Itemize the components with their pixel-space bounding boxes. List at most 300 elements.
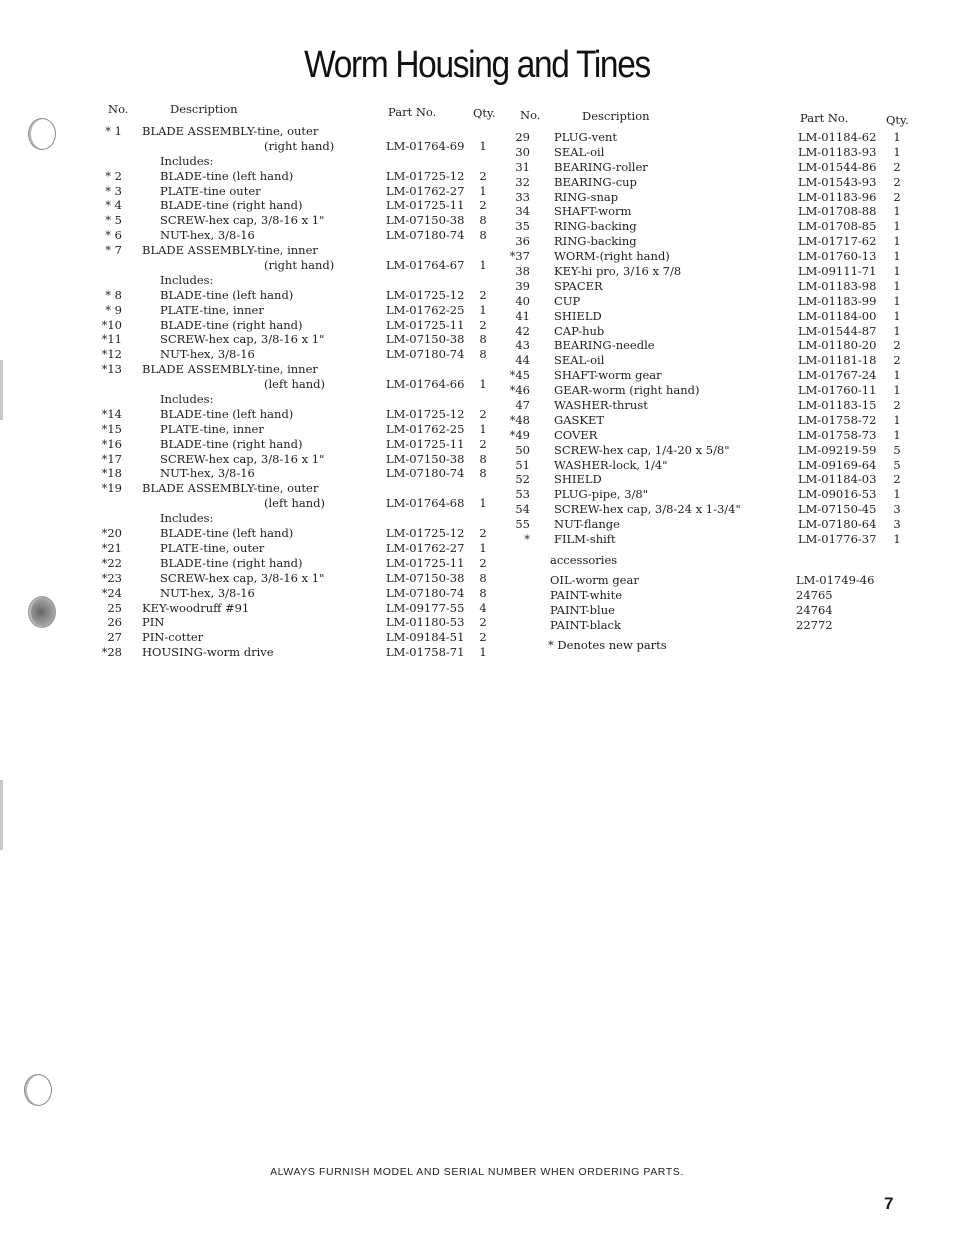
item-description: SPACER <box>554 278 603 293</box>
quantity: 2 <box>893 353 901 368</box>
parts-row <box>90 347 510 362</box>
quantity: 2 <box>479 198 487 213</box>
part-number: LM-01776-37 <box>798 532 877 547</box>
part-number: LM-09111-71 <box>798 264 877 279</box>
item-number: *11 <box>101 332 122 347</box>
item-description: BEARING-needle <box>554 338 655 353</box>
item-description: BLADE ASSEMBLY-tine, outer <box>142 481 319 496</box>
part-number: LM-01544-87 <box>798 323 877 338</box>
quantity: 8 <box>479 466 487 481</box>
part-number: LM-01764-69 <box>386 138 465 153</box>
quantity: 1 <box>893 278 901 293</box>
item-number: 29 <box>515 130 530 144</box>
item-number: 47 <box>515 398 530 413</box>
item-number: * 1 <box>105 124 122 138</box>
part-number: LM-01758-73 <box>798 427 877 442</box>
quantity: 8 <box>479 213 487 228</box>
header-part-no-left: Part No. <box>388 105 437 119</box>
accessory-row <box>500 573 920 588</box>
parts-row <box>500 249 920 264</box>
item-description: WASHER-thrust <box>554 398 648 413</box>
item-description: BLADE ASSEMBLY-tine, inner <box>142 362 318 377</box>
accessory-description: OIL-worm gear <box>550 573 639 587</box>
parts-row <box>90 556 510 571</box>
quantity: 4 <box>479 600 487 615</box>
quantity: 1 <box>893 383 901 398</box>
quantity: 8 <box>479 347 487 362</box>
item-description: PLUG-pipe, 3/8" <box>554 487 649 502</box>
quantity: 1 <box>479 377 487 392</box>
quantity: 8 <box>479 228 487 243</box>
part-number: LM-01764-68 <box>386 496 465 511</box>
item-number: 25 <box>107 600 122 615</box>
quantity: 2 <box>893 174 901 189</box>
item-description: HOUSING-worm drive <box>142 645 274 660</box>
item-description: (right hand) <box>264 138 335 153</box>
parts-row <box>500 190 920 205</box>
parts-row <box>500 368 920 383</box>
parts-row <box>90 258 510 273</box>
parts-row <box>500 398 920 413</box>
parts-row <box>90 318 510 333</box>
quantity: 1 <box>479 645 487 660</box>
parts-row <box>90 571 510 586</box>
item-description: CUP <box>554 293 581 308</box>
binder-hole-top <box>28 118 56 150</box>
part-number: LM-01760-13 <box>798 249 877 264</box>
item-number: *10 <box>101 317 122 332</box>
item-number: 44 <box>515 353 530 368</box>
item-number: *15 <box>101 421 122 436</box>
quantity: 1 <box>479 496 487 511</box>
parts-list-left <box>90 124 510 660</box>
quantity: 2 <box>479 630 487 645</box>
quantity: 1 <box>893 293 901 308</box>
parts-row <box>500 130 920 145</box>
parts-row <box>500 487 920 502</box>
part-number: LM-01764-67 <box>386 258 465 273</box>
part-number: LM-01758-71 <box>386 645 465 660</box>
quantity: 5 <box>893 457 901 472</box>
item-number: *16 <box>101 436 122 451</box>
item-number: 34 <box>515 204 530 219</box>
scan-edge-mark <box>0 780 3 850</box>
parts-row <box>90 466 510 481</box>
quantity: 1 <box>479 540 487 555</box>
part-number: LM-01180-53 <box>386 615 465 630</box>
binder-hole-bottom <box>24 1074 52 1106</box>
item-number: * <box>524 532 530 547</box>
item-number: *18 <box>101 466 122 481</box>
parts-row <box>90 332 510 347</box>
item-number: 42 <box>515 323 530 338</box>
header-part-no-right: Part No. <box>800 111 849 125</box>
parts-row <box>90 124 510 139</box>
quantity: 1 <box>893 249 901 264</box>
part-number: LM-01183-93 <box>798 144 877 159</box>
item-description: SCREW-hex cap, 3/8-16 x 1" <box>160 213 325 228</box>
item-description: BLADE-tine (right hand) <box>160 436 303 451</box>
item-number: 55 <box>515 517 530 532</box>
item-number: * 4 <box>105 198 122 213</box>
part-number: LM-07180-74 <box>386 585 465 600</box>
parts-row <box>500 458 920 473</box>
ordering-notice: ALWAYS FURNISH MODEL AND SERIAL NUMBER WHEN ORDERING PARTS. <box>270 1166 684 1178</box>
item-description: RING-backing <box>554 219 637 234</box>
item-number: * 6 <box>105 228 122 243</box>
part-number: LM-07180-74 <box>386 347 465 362</box>
parts-row <box>90 437 510 452</box>
parts-row <box>500 338 920 353</box>
quantity: 1 <box>893 219 901 234</box>
part-number: LM-01180-20 <box>798 338 877 353</box>
part-number: LM-01183-15 <box>798 398 877 413</box>
part-number: LM-01183-96 <box>798 189 877 204</box>
parts-row <box>90 273 510 288</box>
parts-row <box>90 541 510 556</box>
item-description: PIN <box>142 615 165 630</box>
quantity: 1 <box>893 144 901 159</box>
quantity: 8 <box>479 570 487 585</box>
header-description-right: Description <box>582 109 650 123</box>
item-number: 43 <box>515 338 530 353</box>
item-number: 40 <box>515 293 530 308</box>
item-number: 31 <box>515 159 530 174</box>
item-description: SHIELD <box>554 472 602 487</box>
item-description: NUT-hex, 3/8-16 <box>160 228 255 243</box>
parts-row <box>500 413 920 428</box>
item-description: SCREW-hex cap, 3/8-16 x 1" <box>160 332 325 347</box>
item-description: COVER <box>554 427 598 442</box>
parts-row <box>90 630 510 645</box>
part-number: LM-01762-27 <box>386 183 465 198</box>
item-number: * 7 <box>105 243 122 258</box>
parts-row <box>500 428 920 443</box>
parts-row <box>90 377 510 392</box>
accessory-row <box>500 588 920 603</box>
item-number: 51 <box>515 457 530 472</box>
parts-row <box>90 198 510 213</box>
parts-row <box>500 264 920 279</box>
parts-row <box>90 303 510 318</box>
parts-row <box>500 502 920 517</box>
item-number: *13 <box>101 362 122 377</box>
item-description: BEARING-cup <box>554 174 637 189</box>
item-description: NUT-flange <box>554 517 620 532</box>
part-number: LM-01544-86 <box>798 159 877 174</box>
quantity: 2 <box>479 406 487 421</box>
quantity: 5 <box>893 442 901 457</box>
part-number: LM-07150-38 <box>386 332 465 347</box>
quantity: 3 <box>893 517 901 532</box>
item-description: BLADE-tine (left hand) <box>160 526 294 541</box>
quantity: 1 <box>893 427 901 442</box>
item-description: SCREW-hex cap, 3/8-16 x 1" <box>160 451 325 466</box>
item-description: SHIELD <box>554 308 602 323</box>
item-description: NUT-hex, 3/8-16 <box>160 347 255 362</box>
item-number: 54 <box>515 502 530 517</box>
quantity: 1 <box>893 204 901 219</box>
quantity: 1 <box>893 412 901 427</box>
item-description: BLADE ASSEMBLY-tine, inner <box>142 243 318 258</box>
item-description: PLATE-tine, inner <box>160 302 264 317</box>
part-number: LM-01725-12 <box>386 526 465 541</box>
part-number: LM-01184-03 <box>798 472 877 487</box>
item-description: GEAR-worm (right hand) <box>554 383 700 398</box>
part-number: LM-07180-74 <box>386 228 465 243</box>
parts-row <box>90 526 510 541</box>
item-description: BLADE-tine (left hand) <box>160 406 294 421</box>
header-description-left: Description <box>170 102 238 116</box>
item-description: (left hand) <box>264 377 326 392</box>
item-description: BLADE-tine (left hand) <box>160 168 294 183</box>
accessory-part-number: 24765 <box>796 587 833 602</box>
quantity: 1 <box>479 138 487 153</box>
quantity: 8 <box>479 585 487 600</box>
parts-row <box>500 517 920 532</box>
part-number: LM-01764-66 <box>386 377 465 392</box>
item-description: BLADE-tine (right hand) <box>160 198 303 213</box>
parts-row <box>500 383 920 398</box>
part-number: LM-01758-72 <box>798 412 877 427</box>
parts-row <box>90 184 510 199</box>
quantity: 2 <box>479 526 487 541</box>
item-number: * 3 <box>105 183 122 198</box>
part-number: LM-01762-27 <box>386 540 465 555</box>
header-qty-right: Qty. <box>886 113 909 127</box>
quantity: 8 <box>479 332 487 347</box>
parts-row <box>500 219 920 234</box>
part-number: LM-01183-99 <box>798 293 877 308</box>
item-number: *28 <box>101 645 122 660</box>
accessory-part-number: LM-01749-46 <box>796 573 875 587</box>
item-description: Includes: <box>160 153 214 168</box>
quantity: 1 <box>479 258 487 273</box>
parts-row <box>90 139 510 154</box>
part-number: LM-01767-24 <box>798 368 877 383</box>
part-number: LM-07150-45 <box>798 502 877 517</box>
part-number: LM-01725-11 <box>386 198 465 213</box>
parts-row <box>500 279 920 294</box>
accessory-row <box>500 603 920 618</box>
item-description: NUT-hex, 3/8-16 <box>160 466 255 481</box>
item-description: (right hand) <box>264 258 335 273</box>
parts-row <box>90 154 510 169</box>
quantity: 1 <box>479 421 487 436</box>
part-number: LM-01725-12 <box>386 287 465 302</box>
quantity: 1 <box>479 183 487 198</box>
parts-row <box>90 169 510 184</box>
item-number: * 5 <box>105 213 122 228</box>
item-number: 39 <box>515 278 530 293</box>
part-number: LM-01543-93 <box>798 174 877 189</box>
header-qty-left: Qty. <box>473 106 496 120</box>
item-number: *19 <box>101 481 122 496</box>
item-description: WASHER-lock, 1/4" <box>554 457 668 472</box>
item-description: BLADE-tine (left hand) <box>160 287 294 302</box>
part-number: LM-01708-85 <box>798 219 877 234</box>
new-parts-note: * Denotes new parts <box>548 638 667 652</box>
item-number: * 9 <box>105 302 122 317</box>
item-description: CAP-hub <box>554 323 605 338</box>
quantity: 2 <box>893 472 901 487</box>
part-number: LM-01184-62 <box>798 130 877 144</box>
parts-list-right <box>500 130 920 547</box>
quantity: 1 <box>893 323 901 338</box>
quantity: 2 <box>893 189 901 204</box>
item-number: *21 <box>101 540 122 555</box>
part-number: LM-01762-25 <box>386 302 465 317</box>
item-number: *24 <box>101 585 122 600</box>
part-number: LM-01762-25 <box>386 421 465 436</box>
part-number: LM-09177-55 <box>386 600 465 615</box>
part-number: LM-01184-00 <box>798 308 877 323</box>
part-number: LM-01725-11 <box>386 436 465 451</box>
header-no-right: No. <box>520 108 541 122</box>
parts-row <box>500 294 920 309</box>
parts-row <box>90 601 510 616</box>
scan-edge-mark <box>0 360 3 420</box>
item-description: PIN-cotter <box>142 630 204 645</box>
parts-row <box>500 532 920 547</box>
item-description: Includes: <box>160 272 214 287</box>
part-number: LM-01725-12 <box>386 406 465 421</box>
item-number: 38 <box>515 264 530 279</box>
quantity: 1 <box>893 130 901 144</box>
accessories-list <box>500 573 920 633</box>
quantity: 2 <box>479 287 487 302</box>
item-description: PLATE-tine outer <box>160 183 261 198</box>
item-number: *14 <box>101 406 122 421</box>
quantity: 2 <box>893 338 901 353</box>
item-number: 32 <box>515 174 530 189</box>
quantity: 1 <box>893 264 901 279</box>
quantity: 1 <box>893 532 901 547</box>
quantity: 1 <box>893 487 901 502</box>
item-description: BLADE ASSEMBLY-tine, outer <box>142 124 319 138</box>
parts-row <box>90 213 510 228</box>
item-number: *37 <box>509 249 530 264</box>
accessory-description: PAINT-white <box>550 587 623 602</box>
item-description: NUT-hex, 3/8-16 <box>160 585 255 600</box>
item-description: FILM-shift <box>554 532 616 547</box>
item-number: *45 <box>509 368 530 383</box>
item-description: SCREW-hex cap, 3/8-16 x 1" <box>160 570 325 585</box>
quantity: 1 <box>893 234 901 249</box>
accessory-description: PAINT-black <box>550 617 621 632</box>
quantity: 2 <box>479 555 487 570</box>
item-description: SCREW-hex cap, 3/8-24 x 1-3/4" <box>554 502 741 517</box>
parts-row <box>500 472 920 487</box>
item-number: 30 <box>515 144 530 159</box>
quantity: 2 <box>893 159 901 174</box>
part-number: LM-09184-51 <box>386 630 465 645</box>
part-number: LM-01725-11 <box>386 317 465 332</box>
item-description: SEAL-oil <box>554 353 605 368</box>
quantity: 3 <box>893 502 901 517</box>
item-number: *20 <box>101 526 122 541</box>
item-number: 50 <box>515 442 530 457</box>
quantity: 2 <box>479 615 487 630</box>
item-description: SCREW-hex cap, 1/4-20 x 5/8" <box>554 442 730 457</box>
item-number: 27 <box>107 630 122 645</box>
item-description: BLADE-tine (right hand) <box>160 317 303 332</box>
parts-row <box>90 496 510 511</box>
part-number: LM-07180-64 <box>798 517 877 532</box>
part-number: LM-07150-38 <box>386 570 465 585</box>
parts-row <box>90 407 510 422</box>
parts-row <box>90 511 510 526</box>
part-number: LM-01760-11 <box>798 383 877 398</box>
parts-row <box>500 145 920 160</box>
parts-row <box>90 288 510 303</box>
item-number: 26 <box>107 615 122 630</box>
part-number: LM-07180-74 <box>386 466 465 481</box>
quantity: 2 <box>893 398 901 413</box>
item-number: * 2 <box>105 168 122 183</box>
page-number: 7 <box>884 1194 894 1213</box>
parts-row <box>500 234 920 249</box>
item-number: 33 <box>515 189 530 204</box>
parts-row <box>90 362 510 377</box>
accessory-description: PAINT-blue <box>550 602 615 617</box>
parts-row <box>500 204 920 219</box>
item-number: 53 <box>515 487 530 502</box>
part-number: LM-01717-62 <box>798 234 877 249</box>
part-number: LM-09169-64 <box>798 457 877 472</box>
item-description: RING-backing <box>554 234 637 249</box>
parts-row <box>500 160 920 175</box>
item-number: *48 <box>509 412 530 427</box>
item-number: 36 <box>515 234 530 249</box>
parts-row <box>90 422 510 437</box>
parts-row <box>90 645 510 660</box>
parts-row <box>90 243 510 258</box>
part-number: LM-07150-38 <box>386 213 465 228</box>
item-description: PLATE-tine, outer <box>160 540 265 555</box>
item-number: *12 <box>101 347 122 362</box>
item-number: *49 <box>509 427 530 442</box>
item-description: SHAFT-worm gear <box>554 368 662 383</box>
item-number: 52 <box>515 472 530 487</box>
item-number: 35 <box>515 219 530 234</box>
item-description: KEY-hi pro, 3/16 x 7/8 <box>554 264 682 279</box>
item-description: BEARING-roller <box>554 159 648 174</box>
item-number: 41 <box>515 308 530 323</box>
parts-row <box>90 481 510 496</box>
parts-row <box>90 452 510 467</box>
part-number: LM-07150-38 <box>386 451 465 466</box>
accessory-row <box>500 618 920 633</box>
parts-row <box>90 615 510 630</box>
accessory-part-number: 22772 <box>796 617 833 632</box>
accessory-part-number: 24764 <box>796 602 833 617</box>
part-number: LM-01181-18 <box>798 353 877 368</box>
quantity: 8 <box>479 451 487 466</box>
parts-row <box>500 309 920 324</box>
parts-row <box>500 175 920 190</box>
parts-row <box>500 443 920 458</box>
quantity: 2 <box>479 436 487 451</box>
item-description: PLATE-tine, inner <box>160 421 264 436</box>
parts-row <box>500 353 920 368</box>
quantity: 2 <box>479 168 487 183</box>
part-number: LM-01725-12 <box>386 168 465 183</box>
page-title: Worm Housing and Tines <box>304 44 650 86</box>
accessories-heading: accessories <box>550 553 618 567</box>
item-description: PLUG-vent <box>554 130 618 144</box>
part-number: LM-01183-98 <box>798 278 877 293</box>
